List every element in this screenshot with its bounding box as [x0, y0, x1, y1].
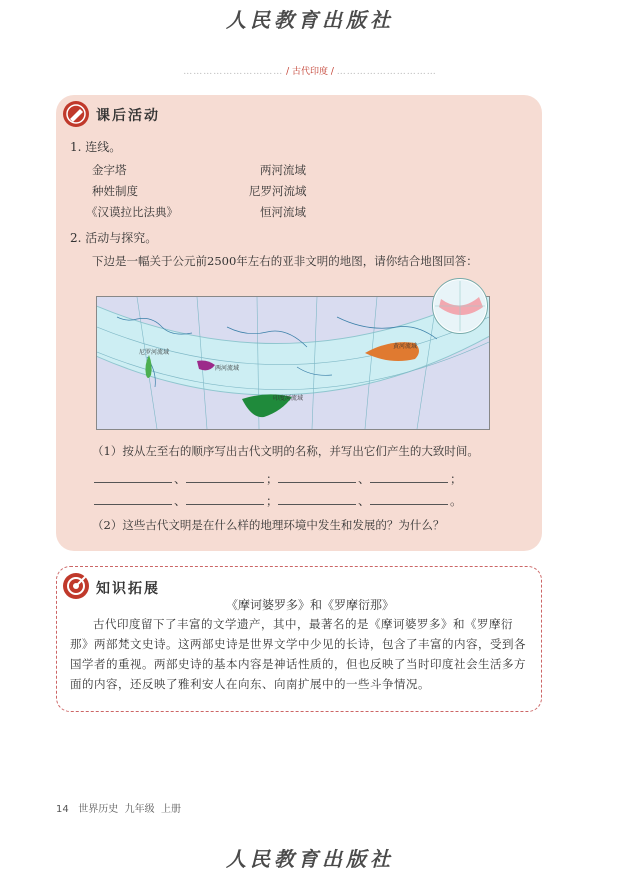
match-right-item: 两河流域: [260, 163, 306, 177]
answer-blank[interactable]: [370, 482, 448, 483]
chapter-tag-text: 古代印度: [291, 67, 328, 77]
separator: 、: [358, 494, 371, 508]
answer-blank[interactable]: [278, 482, 356, 483]
extension-subtitle: 《摩诃婆罗多》和《罗摩衍那》: [225, 598, 394, 612]
match-right-item: 尼罗河流域: [249, 184, 307, 198]
activities-title: 课后活动: [96, 108, 160, 124]
sub-question-2: （2）这些古代文明是在什么样的地理环境中发生和发展的？为什么？: [92, 518, 445, 532]
map-label: 印度河流域: [273, 395, 304, 402]
map-graphic: [97, 297, 489, 429]
period: 。: [450, 494, 463, 508]
match-left-item: 金字塔: [92, 163, 127, 177]
map-label: 两河流域: [215, 365, 240, 372]
answer-blank[interactable]: [186, 504, 264, 505]
match-left-item: 《汉谟拉比法典》: [86, 205, 178, 219]
answer-blank[interactable]: [94, 504, 172, 505]
answer-blank[interactable]: [370, 504, 448, 505]
match-left-item: 种姓制度: [92, 184, 138, 198]
question-2-label: 2. 活动与探究。: [70, 231, 158, 245]
separator: 、: [174, 494, 187, 508]
globe-graphic: [433, 279, 487, 333]
answer-blank[interactable]: [94, 482, 172, 483]
sub-question-1: （1）按从左至右的顺序写出古代文明的名称，并写出它们产生的大致时间。: [92, 444, 479, 458]
question-2-intro: 下边是一幅关于公元前2500年左右的亚非文明的地图，请你结合地图回答：: [92, 254, 478, 268]
chapter-tag: ………………………… / 古代印度 / …………………………: [183, 67, 437, 77]
map-label: 黄河流域: [393, 343, 418, 350]
separator: ；: [266, 494, 279, 508]
activity-icon: [62, 100, 90, 128]
book-title: 世界历史 九年级 上册: [78, 804, 181, 815]
page-number: 14: [56, 804, 69, 815]
extension-paragraph: 古代印度留下了丰富的文学遗产，其中，最著名的是《摩诃婆罗多》和《罗摩衍那》两部梵文史诗。这两部史诗是世界文学中少见的长诗，包含了丰富的内容，受到各国学者的重视。两部史诗的基本内容是神话性质的，但也反映了当时印度社会生活多方面的内容，还反映了雅利安人在向东、向南扩展中的一些斗争情况。: [70, 617, 526, 691]
separator: 、: [358, 472, 371, 486]
extension-title: 知识拓展: [96, 581, 160, 597]
answer-blank[interactable]: [186, 482, 264, 483]
ancient-civilizations-map: [96, 296, 490, 430]
answer-blank[interactable]: [278, 504, 356, 505]
globe-inset: [432, 278, 488, 334]
page-footer: [56, 800, 181, 815]
publisher-header: 人民教育出版社: [226, 8, 394, 32]
separator: ；: [450, 472, 463, 486]
question-1-label: 1. 连线。: [70, 140, 122, 154]
match-right-item: 恒河流域: [260, 205, 306, 219]
separator: 、: [174, 472, 187, 486]
separator: ；: [266, 472, 279, 486]
publisher-footer: 人民教育出版社: [226, 847, 394, 871]
map-label: 尼罗河流域: [139, 349, 170, 356]
